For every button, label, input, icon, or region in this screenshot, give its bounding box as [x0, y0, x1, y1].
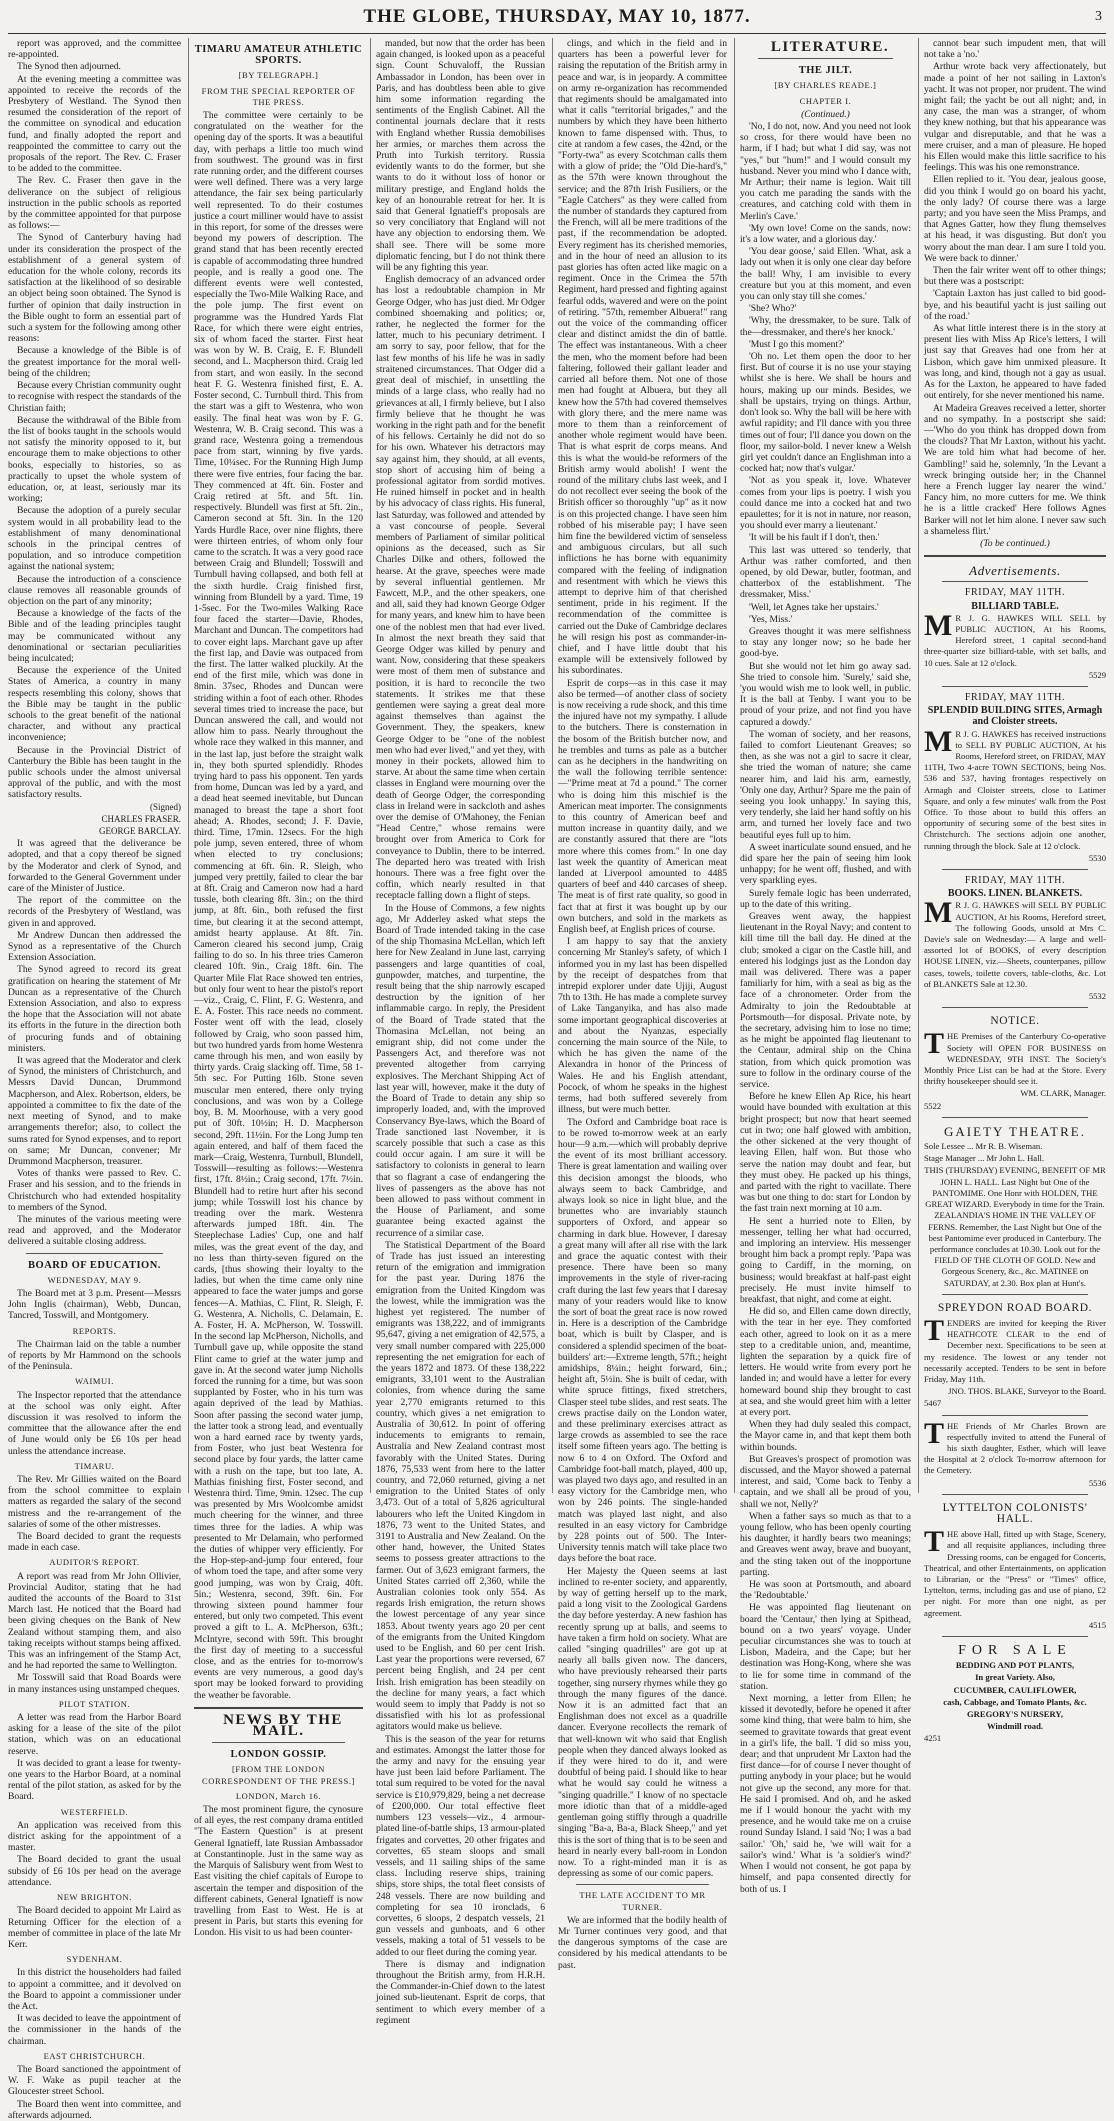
divider — [576, 1884, 709, 1885]
sports-byline: [BY TELEGRAPH.] — [238, 70, 319, 81]
paragraph: The Oxford and Cambridge boat race is to be rowed to-morrow week at an early hour—9 a.m.—which will probably deprive the event of its most brilliant accessory. There is great lamentation and wailing over this decision amongst the bloods, who always seem to back Cambridge, and always look so nice in light blue, and the brunettes who are invariably staunch supporters of Oxford, and appear so charming in dark blue. However, I daresay a great many will after all rise with the lark and grace the aquatic contest with their presence. There have been so many improvements in the style of river-racing craft during the last few years that I daresay many of your readers would like to know the sort of boat the great race is now rowed in. Here is a description of the Cambridge boat, which is built by Clasper, and is considered a splendid specimen of the boat-builders' art:—Extreme length, 57ft.; height amidships, 8¼in.; height forward, 6in.; height aft, 5½in. She is built of cedar, with white spruce fittings, fixed stretchers, Clasper steel tube slides, and rest seats. The crews practise daily on the London water, and these preliminary exercises attract as large crowds as assembled to see the race itself some fifteen years ago. The betting is now 6 to 4 on Oxford. The Oxford and Cambridge foot-ball match, played, 400 up, was played two days ago, and resulted in an easy victory for the Cambridge men, who won by 246 points. The single-handed match was played last night, and also resulted in an easy victory for Cambridge by 228 points out of 500. The Inter-University tennis match will take place two days before the boat race. — [558, 1116, 727, 1565]
spreydon-signature: JNO. THOS. BLAKE, Surveyor to the Board. — [948, 1386, 1106, 1397]
paragraph: Because the adoption of a purely secular system would in all probability lead to the establishment of many denominational schools in the principal centres of population, and so introduce competition against the national system; — [8, 505, 181, 573]
paragraph: It was agreed that the Moderator and clerk of Synod, the ministers of Christchurch, and Messrs David Duncan, Drummond Macpherson, and Alex. Robertson, elders, be appointed a committee to fix the date of the next meeting of Synod, and to make arrangements therefor; also, to collect the sums rated for Synod expenses, and to report on same; Mr Duncan, convener; Mr Drummond Macpherson, treasurer. — [8, 1055, 181, 1167]
paragraph: 'Well, let Agnes take her upstairs.' — [749, 601, 879, 613]
paragraph: The Rev. Mr Gillies waited on the Board from the school committee to explain matters as regarded the salary of the second mistress and the re-arrangement of the salaries of some of the other mistresses. — [8, 1473, 181, 1530]
paragraph: Her Majesty the Queen seems at last inclined to re-enter society, and apparently, by way of getting herself up to the mark, paid a long visit to the Zoological Gardens the day before yesterday. A new fashion has recently sprung up at balls, and seems to have taken a firm hold on society. What are called "singing quadrilles" are got up at nearly all balls given now. The dancers, who have previously rehearsed their parts together, sing nursery rhymes while they go through the many figures of the dance. Now it is an admitted fact that an Englishman does not excel as a quadrille dancer. Everyone recollects the remark of that well-known wit who said that English people when they danced always looked as if they were hired to do it, and were doubtful of being paid. I should like to hear what he would say could he witness a "singing quadrille." I know of no spectacle more idiotic than that of a middle-aged gentleman going stiffly through a quadrille singing "Ba-a, Ba-a, Black Sheep," and yet this is the sort of thing that is to be seen and heard in nearly every ball-room in London now. To a right-minded man it is as depressing as some of our comic papers. — [558, 1565, 727, 1880]
dropcap: M — [924, 896, 953, 930]
ad-date: FRIDAY, MAY 11TH. — [964, 691, 1066, 703]
divider — [194, 1707, 363, 1709]
column-4 — [552, 38, 732, 1971]
paragraph: But she would not let him go away sad. She tried to console him. 'Surely,' said she, 'you would wish me to look well, in public. It is the ball at Tenby. I want you to be proud of your prize, and not find you have captured a dowdy.' — [740, 660, 911, 728]
divider — [942, 1117, 1088, 1118]
paragraph: Then the fair writer went off to other things; but there was a postscript: — [924, 265, 1106, 288]
signed-label: (Signed) — [150, 801, 181, 812]
eastchch-section — [8, 2064, 181, 2121]
paragraph: Because a knowledge of the Bible is of the greatest importance for the moral well-being of the children; — [8, 345, 181, 379]
synod-report — [8, 38, 181, 801]
paragraph: manded, but now that the order has been again changed, is looked upon as a peaceful sign. Count Schuvaloff, the Russian Ambassador in London, has been over in Paris, and has doubtless been able to give him some information regarding the sentiments of the English Cabinet. All the continental journals declare that it rests with England whether Russia demobilises her armies, or marches them across the Pruth into Turkish territory. Russia evidently wants to do the former, but she wants to do it without loss of honor or military prestige, and England holds the key of an honourable retreat for her. It is said that General Ignatieff's proposals are so very conciliatory that England will not have any objection to endorsing them. We shall see. There will be some more diplomatic fencing, but I do not think there will be any fighting this year. — [376, 38, 545, 274]
paragraph: It was decided to leave the appointment of the commissioner in the hands of the chairman. — [8, 2013, 181, 2047]
pilot-section — [8, 1712, 181, 1803]
sub-westerfield: WESTERFIELD. — [60, 1806, 129, 1817]
paragraph: Ellen replied to it. 'You dear, jealous goose, did you think I would go on board his yacht, the only lady? Of course there was a large party; and you have seen the Miss Pramps, and that Agnes Gatter, how they flung themselves at his head, it was disgusting. But don't you worry about the man dear. I am sure I told you. We were back to dinner.' — [924, 174, 1106, 264]
sale-heading: FOR SALE — [958, 1643, 1072, 1658]
story-byline: [BY CHARLES READE.] — [774, 80, 877, 91]
page-number: 3 — [1095, 9, 1102, 24]
gossip-heading: LONDON GOSSIP. — [230, 1749, 327, 1761]
paragraph: English democracy of an advanced order has lost a redoubtable champion in Mr George Odger, who has just died. Mr Odger combined shoemaking and politics; or, rather, he neglected the former for the latter, much to his pecuniary detriment. I am sorry to say, poor fellow, that for the last few months of his life he was in sadly straitened circumstances. That Odger did a great deal of mischief, in unsettling the minds of a large class, who really had no grievances at all, I firmly believe, but I also firmly believe that he thought he was working in the right path and for the benefit of his fellows. Certainly he did not do so for his own. Whatever his detractors may say against him, they should, at all events, stop short of accusing him of being a professional agitator from sordid motives. He ruined himself in pocket and in health by his advocacy of class rights. His funeral, last Saturday, was followed and attended by a vast concourse of people. Several members of Parliament of similar political opinions as the deceased, such as Sir Charles Dilke and others, followed the hearse. At the grave, speeches were made by several influential gentlemen. Mr Fawcett, M.P., and the other speakers, one and all, said they had known George Odger for many years, and knew him to have been one of the noblest men that had ever lived. In almost the next breath they said that George Odger was killed by penury and want. Now, considering that these speakers were most of them men of substance and position, it is hard to reconcile the two statements. It strikes me that these gentlemen were saying a great deal more against themselves than against the Government. They, the speakers, knew George Odger to be "one of the noblest men who had ever lived," and yet they, with money in their pockets, allowed him to starve. At about the same time when certain classes in England were mourning over the death of George Odger, the corresponding class in Ireland were in sackcloth and ashes over the demise of O'Mahoney, the Fenian "Head Centre," whose remains were brought over from America to Cork for conveyance to Dublin, there to be interred. The departed hero was treated with Irish honours. There was a free fight over the coffin, which nearly resulted in that receptacle falling down a flight of steps. — [376, 274, 546, 902]
board-intro — [8, 1288, 181, 1322]
sports-byline-2: FROM THE SPECIAL REPORTER OF THE PRESS. — [201, 85, 356, 107]
paragraph: 'My own love! Come on the sands, now: it's a low water, and a glorious day.' — [740, 222, 911, 246]
paragraph: A sweet inarticulate sound ensued, and he did spare her the pain of seeing him look unhappy; for he went off, flushed, and with very sparkling eyes. — [740, 841, 911, 887]
theatre-staff — [924, 1141, 1106, 1164]
paragraph: Mr Tosswill said that Road Boards were in many instances using unstamped cheques. — [8, 1672, 181, 1695]
paragraph: In this district the householders had failed to appoint a committee, and it devolved on the Board to appoint a commissioner under the Act. — [8, 1967, 181, 2012]
paragraph: Greaves went away, the happiest lieutenant in the Royal Navy; and content to kill time till the ball day. He dined at the club; smoked a cigar on the Castle hill, and entered his lodgings just as the London day mail was delivered. There was a paper familiarly for him, with a seal as big as the face of a chronometer. Order from the Admiralty to join the Redoubtable at Portsmouth—for disposal. Private note, by the secretary, advising him to lose no time; as he might be appointed flag lieutenant to the Centaur, admiral ship on the China station, from which quick promotion was sure to follow in the ordinary course of the service. — [740, 911, 911, 1091]
ad-date: FRIDAY, MAY 11TH. — [964, 587, 1066, 599]
dropcap: T — [924, 1313, 945, 1347]
column-5 — [734, 38, 916, 1895]
board-heading: BOARD OF EDUCATION. — [28, 1259, 161, 1271]
gossip-continued — [376, 38, 545, 2026]
reports-section — [8, 1339, 181, 1373]
paragraph: This last was uttered so tenderly, that Arthur was rather comforted, and then opened, by old Dewar, butler, footman, and chatterbox of the establishment. 'The dressmaker, Miss.' — [740, 544, 911, 601]
dropcap: M — [924, 608, 953, 642]
sports-report — [194, 110, 363, 1701]
sub-sydenham: SYDENHAM. — [66, 1954, 123, 1965]
paragraph: 'You dear goose,' said Ellen. 'What, ask a lady out when it is only one clear day before the ball! Why, I am invisible to every creature but you at this moment, and even you can only stay till she comes.' — [740, 246, 911, 303]
hall-ref: 4515 — [1088, 1619, 1106, 1630]
divider — [942, 686, 1088, 687]
gossip-byline: [FROM THE LONDON CORRESPONDENT OF THE PRESS.] — [202, 1764, 355, 1786]
paragraph: When a father says so much as that to a young fellow, who has been openly courting his daughter, it hardly bears two meanings; and Greaves went away, brave and buoyant, and the sting taken out of the inopportune parting. — [740, 1510, 911, 1578]
paragraph: The Board sanctioned the appointment of W. F. Wake as pupil teacher at the Gloucester street School. — [8, 2063, 181, 2098]
paragraph: Mr Andrew Duncan then addressed the Synod as a representative of the Church Extension Association. — [8, 929, 181, 964]
paragraph: Because the introduction of a conscience clause removes all reasonable grounds of objection on the part of any minority; — [8, 573, 181, 607]
paragraph: Next morning, a letter from Ellen; he kissed it devotedly, before he opened it after some kind thing, that were balm to him, she seemed to gravitate towards that great event in a girl's life, the ball. 'I did so miss you, dear; and that unprudent Mr Laxton had the first dance—for of course I never thought of putting anybody in your place; but he would not give up the second, any more for that. He said I promised. And oh, and he asked me if I would honour the yacht with my presence, and he would take me on a cruise round Sunday Island. I said 'No; I was a bad sailor.' 'Oh,' said he, 'we will wait for a sailor's wind.' What is 'a soldier's wind?' When I would not consent, he got papa by himself, and papa consented directly for both of us. I — [740, 1693, 911, 1895]
paragraph: The Synod then adjourned. — [17, 61, 121, 73]
story-body-continued — [924, 38, 1106, 537]
signatory: GEORGE BARCLAY. — [98, 826, 181, 837]
paragraph: The most prominent figure, the cynosure of all eyes, the rest company drama entitled "The Eastern Question" is at present General Ignatieff, late Russian Ambassador at Constantinople. Just in the same way as the Marquis of Salisbury went from West to East visiting the chief capitals of Europe to ascertain the temper and disposition of the different cabinets, General Ignatieff is now travelling from East to West. He is at present in Paris, but starts this evening for London. His visit to us had been counter- — [194, 1804, 363, 1939]
sale-line: GREGORY'S NURSERY, — [966, 1709, 1064, 1720]
paragraph: The Board decided to grant the requests made in each case. — [8, 1531, 181, 1554]
newspaper-title: THE GLOBE, THURSDAY, MAY 10, 1877. — [363, 6, 751, 27]
sub-pilot: PILOT STATION. — [58, 1698, 131, 1709]
ad-date: FRIDAY, MAY 11TH. — [964, 875, 1066, 887]
signatories — [8, 814, 181, 837]
paragraph: 'Oh no. Let them open the door to her first. But of course it is no use your staying whilst she is here. We shall be hours and hours, making up our minds. Besides, we shall be upstairs, trying on things. Arthur, don't look so. Why the ball will be here with awful rapidity; and I'll dance with you three times out of four; I'll dance you down on the floor, my sailor-bold. I never knew a Welsh girl yet couldn't dance an Englishman into a cocked hat; now that's vulgar.' — [740, 351, 911, 475]
sports-heading: TIMARU AMATEUR ATHLETIC SPORTS. — [194, 44, 363, 67]
notice-ref: 5522 — [924, 1100, 942, 1111]
paragraph: Votes of thanks were passed to Rev. C. Fraser and his session, and to the friends in Christchurch who had extended hospitality to members of the Synod. — [8, 1168, 181, 1213]
board-dateline: WEDNESDAY, MAY 9. — [47, 1274, 142, 1285]
sale-line: cash, Cabbage, and Tomato Plants, &c. — [943, 1696, 1087, 1707]
ad-title: SPLENDID BUILDING SITES, Armagh and Cloister streets. — [927, 705, 1103, 728]
divider — [924, 555, 1106, 557]
ad-body: M R J. G. HAWKES has received instructions to SELL BY PUBLIC AUCTION, At his Rooms, Hereford street, on FRIDAY, MAY 11TH, Two 4-acre TOWN SECTIONS, being Nos. 536 and 537, having frontages respectively on Armagh and Cloister streets, close to Latimer Square, and only a few minutes' walk from the Post Office. To those about to build this offers an opportunity of securing some of the best sites in Christchurch. The sections adjoin one another, running through the block. Sale at 12 o'clock. — [924, 724, 1106, 851]
audit-section — [8, 1571, 181, 1695]
to-be-continued: (To be continued.) — [980, 537, 1050, 549]
dropcap: T — [924, 1416, 945, 1450]
hall-body: THE above Hall, fitted up with Stage, Scenery, and all requisite appliances, including three Dressing rooms, can be engaged for Concerts, Theatrical, and other Entertainments, on application to Librarian, or the "Press" or "Times" office, Lyttelton, terms, including gas and use of piano, £2 per night. For more than one night, as per agreement. — [924, 1525, 1106, 1618]
divider — [942, 1007, 1088, 1008]
sale-line: Windmill road. — [986, 1721, 1044, 1732]
dropcap: T — [924, 1525, 945, 1559]
paragraph: When they had duly sealed this compact, the Mayor came in, and that kept them both within bounds. — [740, 1419, 911, 1453]
theatre-body: THIS (THURSDAY) EVENING, BENEFIT OF MR JOHN L. HALL. Last Night but One of the PANTOMIME. One Honr with HOLDEN, THE GREAT WIZARD. Everybody in time for the Train. ZEALANDIA'S HOME IN THE VALLEY OF FERNS. Remember, the Last Night but One of the best Pantomime ever produced in Canterbury. The performance concludes at 10.30. Look out for the FIELD OF THE CLOTH OF GOLD. New and Gorgeous Scenery, &c., &c. MATINEE on SATURDAY, at 2.30. Box plan at Hunt's. — [924, 1165, 1106, 1288]
notice-signature: WM. CLARK, Manager. — [1020, 1088, 1106, 1099]
brighton-section — [8, 1905, 181, 1950]
column-3 — [370, 38, 550, 2026]
paragraph: cannot bear such impudent men, that will not take a 'no.' — [924, 38, 1106, 61]
paragraph: It was agreed that the deliverance be adopted, and that a copy thereof be signed by the Moderator and clerk of Synod, and forwarded to the General Government under care of the Minister of Justice. — [8, 838, 181, 895]
paragraph: I am happy to say that the anxiety concerning Mr Stanley's safety, of which I informed you in my last has been dispelled by the receipt of despatches from that intrepid explorer under date Ujiji, August 7th to 13th. He has made a complete survey of Lake Tanganyika, and has also made some important geographical discoveries at and about the Nyanzas, especially concerning the main source of the Nile, to which he has given the name of the Alexandra in honor of the Princess of Wales. He and his English attendant, Pocock, of whom he speaks in the highest terms, had both suffered severely from illness, but were much better. — [558, 936, 727, 1116]
paragraph: A letter was read from the Harbor Board asking for a lease of the site of the pilot station, which was on an educational reserve. — [8, 1712, 181, 1757]
spreydon-heading: SPREYDON ROAD BOARD. — [937, 1301, 1093, 1314]
sub-timaru: TIMARU. — [74, 1460, 115, 1471]
divider — [942, 1415, 1088, 1416]
paragraph: Greaves thought it was mere selfishness to stay any longer now; so he bade her good-bye. — [740, 625, 911, 660]
sydenham-section — [8, 1967, 181, 2046]
paragraph: The Board decided to grant the usual subsidy of £6 10s per head on the average attendance. — [8, 1854, 181, 1888]
dropcap: T — [924, 1027, 945, 1061]
continued-label: (Continued.) — [801, 108, 850, 120]
paragraph: A report was read from Mr John Ollivier, Provincial Auditor, stating that he had audited the accounts of the Board to 31st March last. He noticed that the Board had been giving cheques on the Bank of New Zealand without stamping them, and also taking receipts without stamps being affixed. This was an infringement of the Stamp Act, and he had reported the same to Wellington. — [8, 1570, 181, 1672]
paragraph: The Board decided to appoint Mr Laird as Returning Officer for the election of a member of committee in place of the late Mr Kerr. — [8, 1905, 181, 1950]
ad-ref: 5530 — [1088, 852, 1106, 863]
paragraph: The Statistical Department of the Board of Trade has just issued an interesting return of the emigration and immigration for the past year. During 1876 the emigration from the United Kingdom was the lowest, while the immigration was the highest yet registered. The number of emigrants was 138,222, and of immigrants 95,647, giving a net emigration of 42,575, a very small number compared with 225,000 representing the net emigration for each of the years 1872 and 1873. Of these 138,222 emigrants, 33,101 went to the Australian colonies, from whence during the same year 2,770 emigrants returned to this country, which gives a net emigration to Australia of 30,612. In point of offering inducements to emigrants to remain, Australia and New Zealand contrast most favorably with the United States. During 1876, 75,533 went from here to the latter country, and 72,060 returned, giving a net emigration to the United States of only 3,473. Out of a total of 5,826 agricultural labourers who left the United Kingdom in 1876, 73 went to the United States, and 3191 to Australia and New Zealand. On the other hand, however, the United States seems to possess greater attractions to the farmer. Out of 3,623 emigrant farmers, the United States carried off 2,360, while the Australian colonies took only 554. As regards Irish emigration, the return shows the lowest percentage of any year since 1853. About twenty years ago 20 per cent of the emigrants from the United Kingdom used to be English, and 60 per cent Irish. Last year the proportions were reversed, 67 percent being English, and 24 per cent Irish. Irish emigration has been steadily on the decline for many years, a fact which would seem to imply that Paddy is not so dissatisfied with his lot as professional agitators would make us believe. — [376, 1239, 545, 1733]
divider — [26, 1253, 163, 1254]
ad-body: M R J. G. HAWKES will SELL BY PUBLIC AUCTION, At his Rooms, Hereford street, The following Goods, unsold at Mrs C. Davie's sale on Wednesday:— A large and well-assorted lot of BOOKS, of every description HOUSE LINEN, viz.—Sheets, counterpanes, pillow cases, towels, toilette covers, table-cloths, &c. Lot of BLANKETS Sale at 12.30. — [924, 896, 1106, 989]
literature-heading: LITERATURE. — [770, 39, 890, 55]
paragraph: The Chairman laid on the table a number of reports by Mr Hammond on the schools of the Peninsula. — [8, 1338, 181, 1373]
hall-heading: LYTTELTON COLONISTS' HALL. — [942, 1501, 1088, 1525]
paragraph: 'Why, the dressmaker, to be sure. Talk of the—dressmaker, and there's her knock.' — [740, 315, 911, 338]
paragraph: He was appointed flag lieutenant on board the 'Centaur,' then lying at Spithead, bound on a two years' voyage. Under peculiar circumstances she was to touch at Lisbon, Madeira, and the Cape; but her destination was Hong-Kong, where she was to lie for some time in command of the station. — [740, 1602, 911, 1692]
paragraph: Because in the Provincial District of Canterbury the Bible has been taught in the public schools under the almost universal approval of the public, and with the most satisfactory results. — [8, 744, 181, 801]
ad-title: BOOKS. LINEN. BLANKETS. — [947, 888, 1083, 900]
paragraph: 'Captain Laxton has just called to bid good-bye, and his beautiful yacht is just sailing out of the road.' — [924, 288, 1106, 322]
paragraph: In the House of Commons, a few nights ago, Mr Adderley asked what steps the Board of Trade intended taking in the case of the ship Thomasina McLellan, which left here for New Zealand in June last, carrying passengers and large quantities of coal, gunpowder, matches, and turpentine, the result being that the ship narrowly escaped destruction by the ignition of her inflammable cargo. In reply, the President of the Board of Trade stated that the Thomasina McLellan, not being an emigrant ship, did not come under the Passengers Act, and therefore was not prevented altogether from carrying explosives. The Merchant Shipping Act of last year will, however, make it the duty of the Board of Trade to detain any ship so improperly loaded, and, with the improved Conservancy Bye-laws, which the Board of Trade sanctioned last November, it is scarcely possible that such a case as this could occur again. I am sure it will be satisfactory to colonists in general to learn that so flagrant a case of endangering the lives of passengers as the above has not been allowed to pass without comment in the House of Parliament, and some guarantee being exacted against the recurrence of a similar case. — [376, 902, 545, 1239]
spreydon-ref: 5467 — [924, 1398, 942, 1409]
paragraph: There is dismay and indignation throughout the British army, from H.R.H. the Commander-in-Chief down to the latest joined sub-lieutenant. Esprit de corps, that sentiment to which every member of a regiment — [376, 1958, 545, 2026]
paragraph: The Board then went into committee, and afterwards adjourned. — [8, 2098, 181, 2121]
funeral-notice: THE Friends of Mr Charles Brown are respectfully invited to attend the Funeral of his sixth daughter, Esther, which will leave the Hospital at 2 o'clock To-morrow afternoon for the Cemetery. — [924, 1416, 1106, 1476]
sub-brighton: NEW BRIGHTON. — [56, 1892, 132, 1903]
paragraph: Arthur wrote back very affectionately, but made a point of her not sailing in Laxton's yacht. It was not proper, nor prudent. The wind might fail; the yacht be out all night; and, in any case, the man was a stranger, of whom they knew nothing, but that his appearance was vulgar and disreputable, and that he was a mere cruiser, and a man of pleasure. He hoped his Ellen would make this little sacrifice to his feelings. This was his one remonstrance. — [924, 61, 1106, 174]
paragraph: The woman of society, and her reasons, failed to comfort Lieutenant Greaves; so then, as she was not a girl to sacre it clear, she tried the woman of nature; she came nearer him, and laid his arm, earnestly, 'Only one day, Arthur? Spare me the pain of seeing you look unhappy.' In saying this, very tenderly, she laid her hand softly on his arm, and turned her lovely face and two beautiful eyes full up to him. — [740, 728, 911, 841]
story-body — [740, 121, 911, 1895]
sale-line: In great Variety. Also, — [975, 1672, 1055, 1683]
ad-ref: 5529 — [1088, 669, 1106, 680]
paragraph: The Board met at 3 p.m. Present—Messrs John Inglis (chairman), Webb, Duncan, Tancred, Tosswill, and Montgomery. — [8, 1287, 181, 1322]
paragraph: At Madeira Greaves received a letter, shorter and no sympathy. In a postscript she said:—'Who do you think has dropped down from the clouds? That Mr Laxton, without his yacht. We are told him what had become of her. Gambling!' said he, solemnly, 'In the Levant a wreck bringing outside her; in the Channel here a French lugger lay nearer the wind.' Fancy him, no more cutters for me. We think he is a little cracked' Here follows Agnes Barker will not let him alone. I never saw such a shameless flirt.' — [924, 402, 1106, 537]
dropcap: M — [924, 724, 953, 758]
westerfield-section — [8, 1820, 181, 1888]
sub-reports: REPORTS. — [72, 1325, 117, 1336]
sale-lines — [924, 1660, 1106, 1732]
paragraph: The Synod agreed to record its great gratification on hearing the statement of Mr Duncan as a representative of the Church Extension Association, and also to express the hope that the Association will not abate its efforts in the future in the direction both of procuring funds and of obtaining ministers. — [8, 964, 181, 1054]
column-1 — [8, 38, 186, 2121]
paragraph: We are informed that the bodily health of Mr Turner continues very good, and that the dangerous symptoms of the case are considered by his medical attendants to be past. — [558, 1914, 727, 1971]
spreydon-body: TENDERS are invited for keeping the River HEATHCOTE CLEAR to the end of December next. Specifications to be seen at my residence. The lowest or any tender not necessarily accepted. Tenders to be sent in before Friday, May 11th. — [924, 1313, 1106, 1384]
paragraph: It was decided to grant a lease for twenty-one years to the Harbor Board, at a nominal rental of the pilot station, as asked for by the Board. — [8, 1757, 181, 1803]
funeral-ref: 5536 — [1088, 1477, 1106, 1488]
divider — [942, 869, 1088, 870]
auction-ad — [924, 581, 1106, 681]
paragraph: 'Not as you speak it, love. Whatever comes from your lips is poetry. I wish you could dance me into a cocked hat and two epaulettes; for it is not in nature, nor reason, you should ever marry a lieutenant.' — [740, 475, 911, 532]
paragraph: He sent a hurried note to Ellen, by messenger, telling her what had occurred, and imploring an interview. His messenger brought him back a prompt reply. 'Papa was going to Cardiff, in the morning, on business; would breakfast at half-past eight precisely. He must invite himself to breakfast, that night, and come at eight. — [740, 1215, 911, 1305]
paragraph: 'Yes, Miss.' — [749, 613, 793, 625]
signatory: CHARLES FRASER. — [101, 813, 181, 824]
sub-audit: AUDITOR'S REPORT. — [49, 1557, 140, 1568]
sale-ref: 4251 — [924, 1733, 942, 1744]
staff-line: Sole Lessee ... Mr R. B. Wiseman. — [924, 1141, 1043, 1152]
paragraph: The Inspector reported that the attendance at the school was only eight. After discussion it was resolved to inform the committee that the allowance after the end of June would only be £6 10s per head unless the attendance increase. — [8, 1389, 181, 1457]
gossip-continued-2 — [558, 38, 727, 1879]
synod-report-continued — [8, 838, 181, 1247]
paragraph: The Rev. C. Fraser then gave in the deliverance on the subject of religious instruction in the public schools as reported by the committee appointed for that purpose as follows:— — [8, 175, 181, 232]
paragraph: This is the season of the year for returns and estimates. Amongst the latter those for the army and navy for the ensuing year have just been laid before Parliament. The total sum required to be voted for the naval service is £10,979,829, being a net decrease of £200,000. Our total effective fleet numbers 123 vessels—viz., 4 armour-plated line-of-battle ships, 13 armour-plated frigates and corvettes, 20 other frigates and corvettes, 65 steam sloops and small vessels, and 11 sailing ships of the same class. Including reserve ships, training ships, store ships, the total fleet consists of 248 vessels. There are now building and completing for sea 10 ironclads, 6 corvettes, 6 sloops, 2 despatch vessels, 21 gun vessels and gunboats, and 6 other vessels, making a total of 51 vessels to be added to our fleet during the coming year. — [376, 1733, 545, 1958]
accident-body — [558, 1915, 727, 1971]
columns — [8, 38, 1106, 2121]
divider — [942, 1636, 1088, 1637]
gossip-dateline: LONDON, March 16. — [235, 1790, 322, 1801]
auction-ad — [924, 869, 1106, 1002]
paragraph: Surely female logic has been underrated, up to the date of this writing. — [740, 887, 911, 910]
paragraph: He was soon at Portsmouth, and aboard the 'Redoubtable.' — [740, 1579, 911, 1602]
paragraph: 'She? Who?' — [749, 303, 797, 315]
paragraph: 'No, I do not, now. And you need not look so cross, for there would have been no harm, if I had; but what I did say, was not "yes," but "hum!" and I would consult my husband. Never you mind who I dance with, Mr Arthur; their name is legion. Wait till you catch me parading the sands with the creatures, and catching cold with them in Merlin's Cave.' — [740, 121, 911, 222]
sub-waimui: WAIMUI. — [75, 1376, 114, 1387]
divider — [942, 1494, 1088, 1495]
chapter-label: CHAPTER I. — [799, 95, 852, 106]
ad-ref: 5532 — [1088, 991, 1106, 1002]
divider — [942, 581, 1088, 582]
paragraph: The Synod of Canterbury having had under its consideration the prospect of the establishment of a general system of education for the whole colony, records its satisfaction at the likelihood of so desirable an object being soon obtained. The Synod is further of opinion that daily instruction in the Bible ought to form an essential part of such a system for the following among other reasons: — [8, 232, 181, 345]
accident-heading: THE LATE ACCIDENT TO MR TURNER. — [579, 1890, 706, 1912]
paragraph: But Greaves's prospect of promotion was discussed, and the Mayor showed a paternal interest, and said, 'Come back to Tenby a captain, and we shall all be proud of you, shall we not, Nelly?' — [740, 1453, 911, 1510]
paragraph: Because a knowledge of the facts of the Bible and of the leading principles taught may be communicated without any denominational or sectarian peculiarities being inculcated; — [8, 608, 181, 664]
paragraph: The report of the committee on the records of the Presbytery of Westland, was given in and approved. — [8, 895, 181, 929]
auction-ads — [924, 581, 1106, 1002]
paragraph: As what little interest there is in the story at present lies with Miss Ap Rice's letters, I will just say that Greaves had one from her at Lisbon, which gave him unmixed pleasure. It was long, and kind, though not a gay as usual. As for the Laxton, he appeared to have faded out entirely, for she never mentioned his name. — [924, 323, 1106, 402]
theatre-heading: GAIETY THEATRE. — [944, 1123, 1086, 1139]
news-heading: NEWS BY THE MAIL. — [223, 1711, 343, 1740]
story-title: THE JILT. — [798, 65, 853, 77]
advertisements-heading: Advertisements. — [969, 563, 1061, 579]
divider — [942, 1294, 1088, 1295]
auction-ad — [924, 686, 1106, 864]
masthead — [8, 0, 1106, 34]
sub-eastchch: EAST CHRISTCHURCH. — [43, 2050, 146, 2061]
staff-line: Stage Manager ... Mr John L. Hall. — [924, 1153, 1045, 1164]
paragraph: Because the withdrawal of the Bible from the list of books taught in the schools would not satisfy the minority opposed to it, but encourage them to make objections to other books, especially to histories, so as practically to upset the whole system of education, or, at least, seriously mar its working; — [8, 414, 181, 505]
ad-body: M R J. G. HAWKES WILL SELL by PUBLIC AUCTION, At his Rooms, Hereford street, 1 capital second-hand three-quarter size billiard-table, with set balls, and 10 cues. Sale at 12 o'clock. — [924, 608, 1106, 668]
paragraph: 'It will be his fault if I don't, then.' — [749, 532, 880, 544]
column-6 — [918, 38, 1106, 1744]
paragraph: The committee were certainly to be congratulated on the weather for the opening day of the sports. It was a beautiful day, with perhaps a little too much wind from southwest. The ground was in first rate running order, and the different courses were well defined. There was a very large attendance, the fair sex being particularly well represented. To do their costumes justice a court milliner would have to assist in this report, for some of the dresses were beyond my powers of description. The grand stand that has been recently erected is capable of accommodating three hundred people, and is really a good one. The different events were well contested, especially the Two-Mile Walking Race, and the pole jump. The first event on programme was the Hundred Yards Flat Race, for which there were eight entries, six of whom faced the starter. First heat was won by W. B. Craig, E. F. Blundell second, and L. Macpherson third. Craig led from start, and won easily. In the second heat F. G. Westenra finished first, E. A. Foster second, C. Turnbull third. This from the start was a gift to Westenra, who won easily. The final heat was won by F. G. Westenra, W. B. Craig second. This was a grand race, Westenra going a tremendous pace from start, winning by five yards. Time, 10¼sec. For the Running High Jump there were five entries, four facing the bar. They commenced at 4ft. 6in. Foster and Craig retired at 5ft. and 5ft. 1in. respectively. Blundell was first at 5ft. 2in., Cameron second at 5ft. 3in. In the 120 Yards Hurdle Race, over nine flights, there were thirteen entries, of whom only four came to the scratch. It was a very good race between Craig and Blundell; Tosswill and Turnbull having collapsed, and both fell at the sixth hurdle. Craig finished first, winning from Blundell by a yard. Time, 19 1-5sec. For the Two-miles Walking Race four faced the starter—Davie, Rhodes, Marchant and Duncan. The competitors had to cover eight laps. Marchant gave up after the first lap, and Davie was outpaced from the first. The latter walked pluckily. At the end of the first mile, which was done in 8min. 37sec, Rhodes and Duncan were striding within a foot of each other. Rhodes several times tried to increase the pace, but Duncan answered the call, and would not allow him to pass. Nearly throughout the whole race they walked in this manner, and in the last lap, just before the straight walk in, they both spurted splendidly. Rhodes trying hard to pass his opponent. Ten yards from home, Duncan was led by a yard, and a dead heat seemed inevitable, but Duncan managed to breast the tape a short foot ahead; A. Rhodes, second; J. F. Davie, third. Time, 17min. 12secs. For the high pole jump, seven entered, three of whom when elected to try conclusions; commencing at 6ft. 6in. R. Sleigh, who jumped very prettily, failed to clear the bar at 8ft. Craig and Cameron now had a hard tussle, both clearing 8ft. 3in.; on the third jump, at 8ft. 6in., both refused the first time, but clearing it at the second attempt, amidst hearty applause. At 8ft. 7in. Cameron cleared his second jump, Craig failing to do so. In his three tries Cameron cleared 10ft. 9in., Craig 18ft. 6in. The Quarter Mile Flat Race showed ten entries, but only four went to hear the pistol's report—viz., Craig, C. Flint, F. G. Westenra, and E. A. Foster. This race needs no comment. Foster went off with the lead, closely followed by Craig, who soon passed him, but two hundred yards from home Westenra came through his men, and won easily by thirty yards. Craig slacking off. Time, 58 1-5th sec. For Putting 16lb. Stone seven muscular men entered, there only trying conclusions, and was won by a College boy, B. M. Moorhouse, with a very good put of 30ft. 10½in; H. D. Macpherson second, 29ft. 11½in. For the Long Jump ten again entered, and half of them faced the mark—Craig, Westenra, Turnbull, Blundell, Tosswill—resulting as follows:—Westenra first, 17ft. 8½in.; Craig second, 17ft. 7½in. Blundell had to retire hurt after his second jump; while Tosswill lost his chance by treading over the mark. Westenra afterwards jumped 18ft. 4in. The Steeplechase Ladies' Cup, one and half miles, was the great event of the day, and no less than thirty-seven figured on the cards, [thus showing their loyalty to the ladies, but when the time came only nine appeared to face the water jumps and gorse fences—A. Mathias, C. Flint, R. Sleigh, F. G. Westenra, A. Nicholls, C. Delamain, E. A. Foster, H. A. McPherson, W. Tosswill. In the second lap McPherson, Nicholls, and Turnbull gave up, while opposite the stand Flint came to grief at the water jump and gave in. At the second water jump Nicholls forced the running for a time, but was soon supplanted by Foster, who in his turn was again deprived of the lead by Mathias. Soon after passing the second water jump, the latter took a strong lead, and eventually won a hard earned race by twenty yards, from Foster, who just beat Westenra for second place by four yards, the latter came with a rush on the tape, but too late, A. Mathias finishing first, Foster second, and Westenra third. Time, 9min. 12sec. The cup was presented by Mrs Woolcombe amidst much cheering for the winner, and three times three for the ladies. A whip was presented to Mr Delamain, who performed the duties of whipper very efficiently. For the Hop-step-and-jump four entered, four of whom toed the tape, and after some very good jumping, was won by Craig, 40ft. 5in.; Westenra, second, 39ft. 6in. For throwing sixteen pound hammer four entered, but only two competed. This event proved a gift to L. A. McPherson, 63ft.; McIntyre, second with 59ft. This brought the first day of meeting to a successful close, and as the entries for to-morrow's events are very numerous, a good day's sport may be looked forward to providing the weather be favorable. — [194, 110, 363, 1701]
waimui-section — [8, 1390, 181, 1457]
paragraph: An application was received from this district asking for the appointment of a master. — [8, 1819, 181, 1854]
notice-body: THE Premises of the Canterbury Co-operative Society will OPEN FOR BUSINESS on WEDNESDAY, 9TH INST. The Society's Monthly Price List can be had at the Store. Every thrifty housekeeper should see it. — [924, 1027, 1106, 1087]
timaru-section — [8, 1474, 181, 1553]
paragraph: Because the experience of the United States of America, a country in many respects resembling this colony, shows that the Bible may be taught in the public schools to the great benefit of the national character, and without any practical inconvenience; — [8, 665, 181, 744]
paragraph: At the evening meeting a committee was appointed to receive the records of the Presbytery of Westland. The Synod then resumed the consideration of the report of the committee on synodical and education fund, and finally adopted the report and reappointed the committee to carry out the proposals of the report. The Rev. C. Fraser to be added to the committee. — [8, 73, 181, 175]
sale-line: BEDDING AND POT PLANTS, — [955, 1660, 1075, 1671]
paragraph: He did so, and Ellen came down directly, with the tear in her eye. They comforted each other, agreed to look on it as a mere step to a creditable union, and, meantime, lighten the separation by a quick fire of letters. He would write from every port he landed in; and would have a letter for every homeward bound ship they brought to cast at sea, and she would greet him with a letter at every port. — [740, 1306, 911, 1418]
divider — [758, 58, 893, 59]
paragraph: Because every Christian community ought to recognise with respect the standards of the Christian faith; — [8, 380, 181, 414]
sale-line: CUCUMBER, CAULIFLOWER, — [953, 1684, 1077, 1695]
notice-heading: NOTICE. — [990, 1015, 1040, 1028]
paragraph: Esprit de corps—as in this case it may also be termed—of another class of society is now receiving a rude shock, and this time the injured have not my sympathy. I allude to the butchers. There is consternation in the bosom of the British butcher now, and he trembles and turns as pale as a butcher can as he deciphers in the handwriting on the wall the following terrible sentence:—"Prime meat at 7d a pound." The corner who is doing him this mischief is the American meat importer. The consignments to this country of American beef and mutton increase in quantity daily, and we are constantly assured that there are "lots more where this comes from." In one day last week the quantity of American meat landed at Liverpool amounted to 4485 quarters of beef and 440 carcases of sheep. The meat is of first rate quality, so good in fact that at first it was bought up by our own butchers, and sold in the markets as English beef, at English prices of course. — [558, 677, 727, 936]
paragraph: report was approved, and the committee re-appointed. — [8, 38, 181, 61]
paragraph: Before he knew Ellen Ap Rice, his heart would have bounded with exultation at this bright prospect; but now that heart seemed cut in two; one half glowed with ambition, the other sickened at the very thought of leaving Ellen, half won. But those who serve the nation may doubt and fear, but they must obey. He packed up his things, and parted with the right to vacillate. There was but one thing to do: start for London by the fast train next morning at 10 a.m. — [740, 1091, 911, 1215]
gossip-body — [194, 1804, 363, 1938]
paragraph: The minutes of the various meeting were read and approved, and the Moderator delivered a suitable closing address. — [8, 1213, 181, 1248]
divider — [212, 1742, 345, 1743]
ad-title: BILLIARD TABLE. — [971, 600, 1059, 612]
paragraph: clings, and which in the field and in quarters has been a powerful lever for raising the reputation of the British army in peace and war, is in jeopardy. A committee on army re-organization has recommended that regiments should be amalgamated into what it calls "territorial brigades," and the numbers by which they have been hitherto known to fame dispensed with. Thus, to cite at random a few cases, the 42nd, or the "Forty-twa" as every Scotchman calls them with a glow of pride; the "Old Die-hard's," as the 57th were known throughout the service; and the 87th Irish Fusiliers, or the "Eagle Catchers" as they were called from the number of standards they captured from the French, will all be mere traditions of the past, if the recommendation be adopted. Every regiment has its cherished memories, and in the hour of need an allusion to its past glories has often acted like magic on a regiment. Once in the Crimea the 57th Regiment, hard pressed and fighting against fearful odds, wavered and were on the point of retiring. "57th, remember Albuera!" rang out the voice of the commanding officer clear and distinct amidst the din of battle. The effect was instantaneous. With a cheer the men, who the moment before had been faltering, followed their gallant leader and carried all before them. Not one of those men had fought at Albuera, but they all knew how the 57th had covered themselves with glory there, and the mere name was more to them than a reinforcement of another whole regiment would have been. That is what esprit de corps means. And this is what the would-be reformers of the British army would abolish! I went the round of the military clubs last week, and I do not recollect ever seeing the book of the British officer so thoroughly "up" as it now is on this projected change. I have seen him robbed of his miserable pay; I have seen him fine the bewildered victim of senseless and ambiguous circulars, but all such inflictions he has borne with equanimity compared with the feeling of indignation and resentment with which he views this attempt to deprive him of that cherished sentiment, pride in his regiment. If the recommendation of the committee is carried out the Duke of Cambridge declares he will resign his post as commander-in-chief, and I have little doubt that his example will be extensively followed by his subordinates. — [558, 38, 727, 677]
paragraph: 'Must I go this moment?' — [749, 338, 845, 350]
column-2 — [188, 38, 368, 1939]
